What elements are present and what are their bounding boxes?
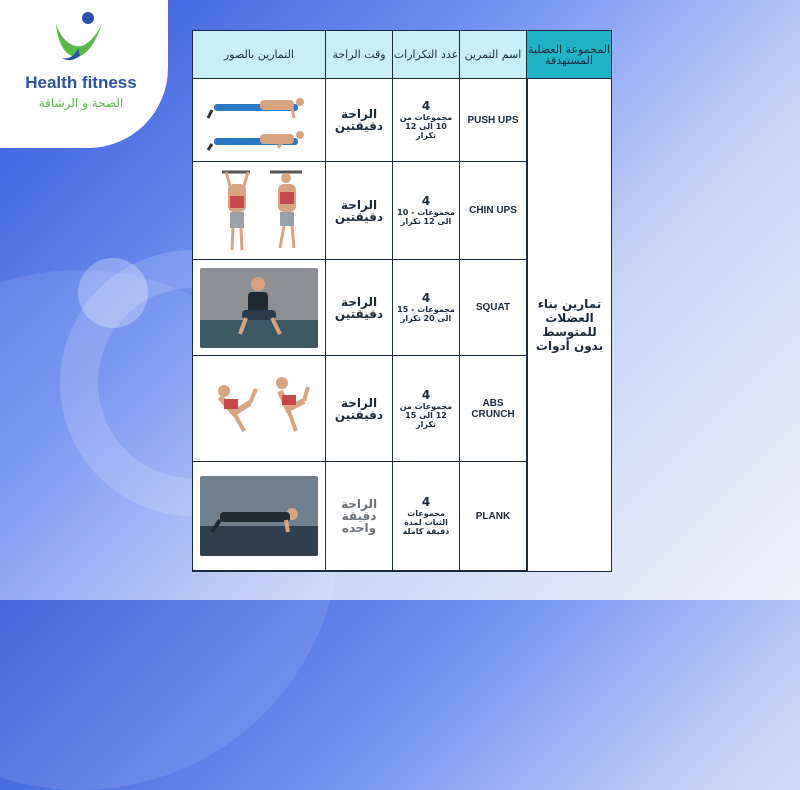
- reps-cell: [393, 462, 460, 570]
- header-rest-time: وقت الراحة: [326, 31, 393, 79]
- plank-photo: [200, 476, 318, 556]
- exercise-image-cell: [193, 79, 326, 161]
- sets-count: 4: [421, 194, 431, 208]
- fitness-figure-icon: [52, 10, 108, 66]
- background-dot: [78, 258, 148, 328]
- brand-logo-card: [0, 0, 168, 148]
- table-row: [193, 162, 527, 260]
- exercise-image-cell: [193, 162, 326, 259]
- reps-cell: [393, 162, 460, 259]
- sets-count: 4: [421, 99, 431, 113]
- exercise-name: PUSH UPS: [460, 79, 527, 161]
- abs-crunch-illustration: [200, 369, 318, 449]
- exercise-name: CHIN UPS: [460, 162, 527, 259]
- header-muscle-group: المجموعة العضلية المستهدفة: [527, 31, 611, 79]
- table-row: [193, 356, 527, 462]
- exercise-image-cell: [193, 356, 326, 461]
- push-ups-illustration: [200, 80, 318, 160]
- squat-photo: [200, 268, 318, 348]
- brand-tagline: الصحة و الرشاقة: [38, 96, 124, 110]
- reps-cell: [393, 260, 460, 355]
- reps-cell: [393, 356, 460, 461]
- exercise-image-cell: [193, 462, 326, 570]
- exercise-name: SQUAT: [460, 260, 527, 355]
- reps-text: مجموعات - 15 الى 20 تكرار: [397, 305, 455, 323]
- reps-text: مجموعات الثبات لمدة دقيقة كاملة: [402, 509, 450, 536]
- rest-time: الراحة دقيقتين: [326, 162, 393, 259]
- reps-text: مجموعات من 12 الى 15 تكرار: [399, 401, 453, 429]
- rest-time: الراحة دقيقتين: [326, 260, 393, 355]
- brand-name: Health fitness: [25, 73, 137, 92]
- table-row: [193, 260, 527, 356]
- rest-time: الراحة دقيقتين: [326, 356, 393, 461]
- sets-count: 4: [421, 387, 431, 402]
- reps-text: مجموعات من 10 الى 12 تكرار: [399, 113, 453, 140]
- sets-count: 4: [421, 291, 431, 305]
- table-row: [193, 79, 527, 162]
- sets-count: 4: [421, 495, 431, 509]
- exercise-table: [192, 30, 612, 572]
- exercise-image-cell: [193, 260, 326, 355]
- reps-cell: [393, 79, 460, 161]
- rest-time: الراحة دقيقتين: [326, 79, 393, 161]
- header-reps: عدد التكرارات: [393, 31, 460, 79]
- exercise-name: ABS CRUNCH: [460, 356, 527, 461]
- muscle-group-label: تمارين بناء العضلات للمتوسط بدون أدوات: [527, 79, 611, 571]
- header-exercise-name: اسم التمرين: [460, 31, 527, 79]
- table-row: [193, 462, 527, 571]
- table-header-row: [193, 31, 611, 79]
- header-images: التمارين بالصور: [193, 31, 326, 79]
- reps-text: مجموعات - 10 الى 12 تكرار: [397, 208, 455, 226]
- exercise-name: PLANK: [460, 462, 527, 570]
- rest-time: الراحة دقيقة واحده: [326, 462, 393, 570]
- chin-ups-illustration: [200, 166, 318, 256]
